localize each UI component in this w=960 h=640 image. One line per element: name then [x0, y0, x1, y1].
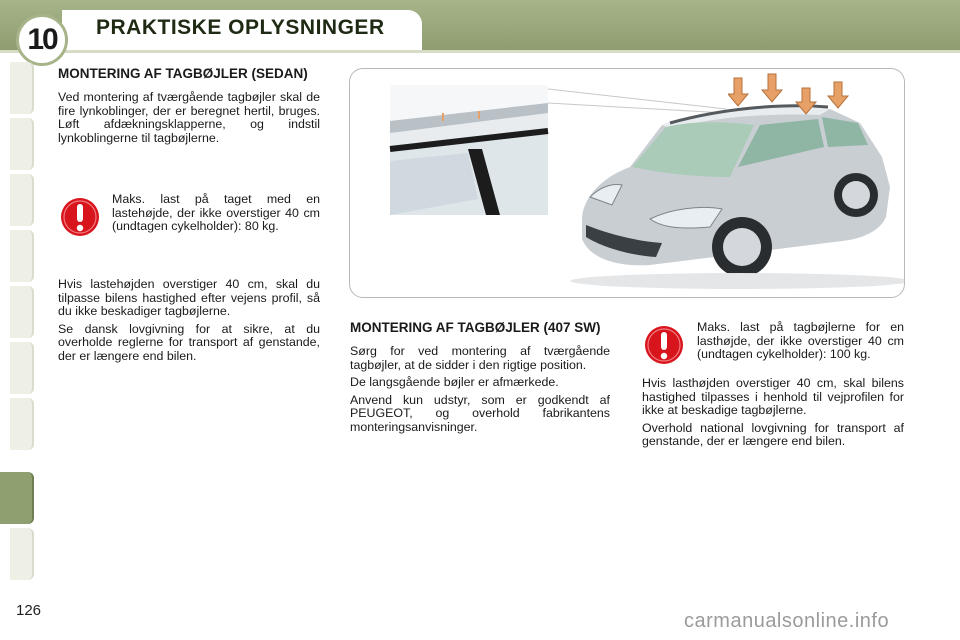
side-tab-6[interactable] — [10, 342, 34, 394]
chapter-number: 10 — [27, 23, 57, 56]
chapter-number-badge — [16, 14, 68, 66]
left-column-lower — [58, 278, 320, 367]
down-arrow-icon — [762, 74, 782, 102]
right-column — [642, 377, 904, 453]
sw-law-paragraph: Overhold national lovgivning for transport af genstande, der er længere end bilen. — [642, 420, 904, 448]
sw-marked-paragraph: De langsgående bøjler er afmærkede. — [350, 375, 559, 389]
sw-heading: MONTERING AF TAGBØJLER (407 SW) — [350, 320, 601, 335]
watermark: carmanualsonline.info — [684, 610, 890, 632]
sedan-warning — [58, 193, 320, 253]
sw-warning — [642, 321, 904, 375]
side-tab-5[interactable] — [10, 286, 34, 338]
side-tab-9[interactable] — [10, 528, 34, 580]
chapter-side-tabs — [0, 62, 34, 582]
left-column — [58, 66, 320, 149]
header-divider — [0, 50, 960, 53]
side-tab-3[interactable] — [10, 174, 34, 226]
sw-position-paragraph: Sørg for ved montering af tværgående tagbøjler, at de sidder i den rigtige position. — [350, 344, 610, 372]
side-tab-7[interactable] — [10, 398, 34, 450]
down-arrow-icon — [828, 82, 848, 108]
side-tab-active[interactable] — [0, 472, 34, 524]
down-arrow-icons — [728, 72, 852, 116]
sw-approved-paragraph: Anvend kun udstyr, som er godkendt af PEUGEOT, og overhold fabrikantens monteringsanvisninger. — [350, 392, 610, 434]
sedan-intro: Ved montering af tværgående tagbøjler skal de fire lynkoblinger, der er beregnet hertil, bruges. Løft afdækningsklapperne, og indstil lynkoblingerne til tagbøjlerne. — [58, 90, 320, 145]
page-number: 126 — [16, 602, 42, 619]
chapter-title: PRAKTISKE OPLYSNINGER — [96, 16, 385, 39]
side-tab-1[interactable] — [10, 62, 34, 114]
sedan-law-paragraph: Se dansk lovgivning for at sikre, at du overholde reglerne for transport af genstande, der er længere end bilen. — [58, 321, 320, 363]
sedan-heading: MONTERING AF TAGBØJLER (SEDAN) — [58, 66, 308, 81]
exclamation-warning-icon — [60, 197, 100, 237]
middle-column — [350, 320, 610, 438]
side-tab-4[interactable] — [10, 230, 34, 282]
exclamation-warning-icon — [644, 325, 684, 365]
down-arrow-icon — [728, 78, 748, 106]
sedan-speed-paragraph: Hvis lastehøjden overstiger 40 cm, skal du tilpasse bilens hastighed efter vejens profil, så du ikke beskadiger tagbøjlerne. — [58, 277, 320, 318]
down-arrow-icon — [796, 88, 816, 114]
sw-speed-paragraph: Hvis lasthøjden overstiger 40 cm, skal bilens hastighed tilpasses i henhold til vejprofilen for ikke at beskadige tagbøjlerne. — [642, 376, 904, 417]
sedan-warning-text: Maks. last på taget med en lastehøjde, der ikke overstiger 40 cm (undtagen cykelholder): 80 kg. — [112, 192, 320, 233]
side-tab-2[interactable] — [10, 118, 34, 170]
sw-warning-text: Maks. last på tagbøjlerne for en lasthøjde, der ikke overstiger 40 cm (undtagen cykelholder): 100 kg. — [697, 320, 904, 361]
